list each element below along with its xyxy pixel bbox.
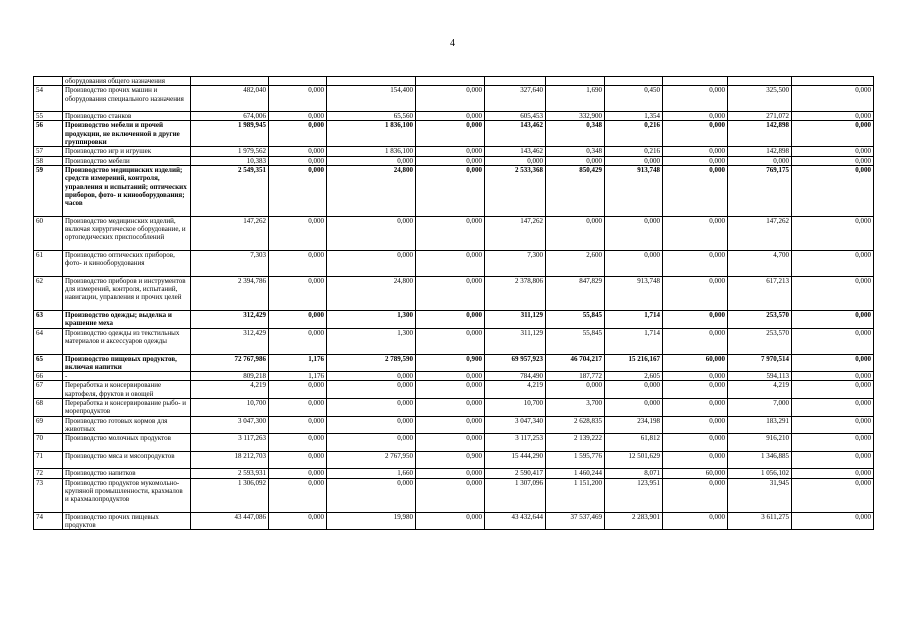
row-value: 1 836,100 xyxy=(327,121,416,147)
table-row xyxy=(34,121,874,147)
row-value: 0,000 xyxy=(416,372,485,381)
row-value: 10,383 xyxy=(191,156,269,165)
row-value: 0,000 xyxy=(416,250,485,276)
row-value: 0,000 xyxy=(792,434,874,452)
row-name: Производство медицинских изделий; средств измерений, контроля, управления и испытаний; оптических приборов, фото- и кинооборудования; часов xyxy=(63,165,191,216)
row-value: 1,714 xyxy=(605,311,663,329)
row-value: 0,000 xyxy=(663,478,728,512)
row-value: 847,829 xyxy=(546,276,605,310)
row-value: 0,000 xyxy=(416,156,485,165)
row-value: 2,600 xyxy=(546,250,605,276)
row-value xyxy=(728,77,792,86)
row-name: Производство мебели xyxy=(63,156,191,165)
row-value: 0,000 xyxy=(327,399,416,417)
row-value: 0,000 xyxy=(792,156,874,165)
row-value: 142,898 xyxy=(728,121,792,147)
row-value: 2 378,806 xyxy=(485,276,546,310)
row-value: 60,000 xyxy=(663,354,728,372)
row-value: 0,000 xyxy=(327,156,416,165)
row-value: 0,000 xyxy=(663,121,728,147)
row-value: 0,000 xyxy=(792,121,874,147)
row-value: 1 056,102 xyxy=(728,469,792,478)
row-name: Производство станков xyxy=(63,112,191,121)
row-value: 1 979,562 xyxy=(191,147,269,156)
row-value: 1,690 xyxy=(546,86,605,112)
row-value: 0,000 xyxy=(269,399,327,417)
row-value: 0,000 xyxy=(269,250,327,276)
row-value: 0,000 xyxy=(663,250,728,276)
row-value: 1,660 xyxy=(327,469,416,478)
row-value: 0,000 xyxy=(269,147,327,156)
row-value: 0,000 xyxy=(269,416,327,434)
row-value: 19,980 xyxy=(327,512,416,530)
row-code: 67 xyxy=(34,381,63,399)
row-value: 183,291 xyxy=(728,416,792,434)
row-value: 0,000 xyxy=(269,451,327,469)
row-name: Производство одежды; выделка и крашение меха xyxy=(63,311,191,329)
row-value: 0,000 xyxy=(663,156,728,165)
row-value: 31,945 xyxy=(728,478,792,512)
row-value: 1 595,776 xyxy=(546,451,605,469)
row-value: 1 306,092 xyxy=(191,478,269,512)
row-name: Производство одежды из текстильных материалов и аксессуаров одежды xyxy=(63,328,191,354)
row-value: 24,800 xyxy=(327,276,416,310)
row-value: 0,000 xyxy=(416,512,485,530)
row-value: 0,000 xyxy=(416,86,485,112)
row-value: 0,000 xyxy=(663,86,728,112)
row-name: Производство пищевых продуктов, включая напитки xyxy=(63,354,191,372)
row-value: 12 501,629 xyxy=(605,451,663,469)
row-name: Производство молочных продуктов xyxy=(63,434,191,452)
row-value: 0,000 xyxy=(663,381,728,399)
row-value: 916,210 xyxy=(728,434,792,452)
row-value: 2 789,590 xyxy=(327,354,416,372)
row-value: 10,700 xyxy=(191,399,269,417)
table-row xyxy=(34,399,874,417)
row-value: 0,000 xyxy=(269,86,327,112)
row-value: 0,000 xyxy=(663,216,728,250)
row-code: 68 xyxy=(34,399,63,417)
row-value: 0,000 xyxy=(663,276,728,310)
row-value: 142,898 xyxy=(728,147,792,156)
row-value: 0,000 xyxy=(792,399,874,417)
row-value: 0,000 xyxy=(792,416,874,434)
row-value: 154,400 xyxy=(327,86,416,112)
table-body xyxy=(34,77,874,530)
row-value: 0,000 xyxy=(269,216,327,250)
row-value: 0,000 xyxy=(546,216,605,250)
row-value: 0,000 xyxy=(663,451,728,469)
row-value: 0,000 xyxy=(792,478,874,512)
row-value: 0,000 xyxy=(663,416,728,434)
row-value: 1,300 xyxy=(327,311,416,329)
row-value: 0,000 xyxy=(269,469,327,478)
row-value: 0,000 xyxy=(416,311,485,329)
row-value: 69 957,923 xyxy=(485,354,546,372)
row-code: 55 xyxy=(34,112,63,121)
row-value: 0,000 xyxy=(792,311,874,329)
row-value: 850,429 xyxy=(546,165,605,216)
row-code: 58 xyxy=(34,156,63,165)
row-code: 74 xyxy=(34,512,63,530)
row-code: 71 xyxy=(34,451,63,469)
table-row xyxy=(34,156,874,165)
row-value: 0,000 xyxy=(269,276,327,310)
row-code: 57 xyxy=(34,147,63,156)
row-value: 147,262 xyxy=(485,216,546,250)
row-value: 327,640 xyxy=(485,86,546,112)
row-value xyxy=(792,77,874,86)
row-value: 1,176 xyxy=(269,354,327,372)
row-value: 312,429 xyxy=(191,311,269,329)
row-value: 0,000 xyxy=(605,156,663,165)
row-value: 0,000 xyxy=(416,434,485,452)
row-value: 0,000 xyxy=(792,216,874,250)
row-value: 1,176 xyxy=(269,372,327,381)
row-value: 0,348 xyxy=(546,121,605,147)
row-value: 0,000 xyxy=(485,156,546,165)
row-name: Производство мяса и мясопродуктов xyxy=(63,451,191,469)
row-value: 18 212,703 xyxy=(191,451,269,469)
row-value: 312,429 xyxy=(191,328,269,354)
row-value: 0,000 xyxy=(327,381,416,399)
row-value: 2 593,931 xyxy=(191,469,269,478)
row-name: Производство прочих пищевых продуктов xyxy=(63,512,191,530)
row-value: 0,000 xyxy=(416,381,485,399)
row-value: 147,262 xyxy=(728,216,792,250)
table-row xyxy=(34,372,874,381)
row-name: Производство напитков xyxy=(63,469,191,478)
row-value: 8,071 xyxy=(605,469,663,478)
row-value: 2 283,901 xyxy=(605,512,663,530)
row-value: 10,700 xyxy=(485,399,546,417)
row-value: 0,000 xyxy=(269,165,327,216)
row-value: 0,000 xyxy=(327,216,416,250)
row-value: 37 537,469 xyxy=(546,512,605,530)
row-value: 0,000 xyxy=(269,328,327,354)
row-value: 0,000 xyxy=(792,451,874,469)
row-value: 4,219 xyxy=(485,381,546,399)
row-value: 3 117,263 xyxy=(191,434,269,452)
row-value: 2,605 xyxy=(605,372,663,381)
row-name: Производство игр и игрушек xyxy=(63,147,191,156)
row-value xyxy=(191,77,269,86)
row-value: 72 767,986 xyxy=(191,354,269,372)
row-value: 0,000 xyxy=(663,147,728,156)
row-value: 0,000 xyxy=(269,311,327,329)
row-code: 66 xyxy=(34,372,63,381)
table-row xyxy=(34,434,874,452)
row-name: Производство продуктов мукомольно-крупяной промышленности, крахмалов и крахмалопродуктов xyxy=(63,478,191,512)
row-value: 784,490 xyxy=(485,372,546,381)
row-value: 3 117,253 xyxy=(485,434,546,452)
row-value: 15 216,167 xyxy=(605,354,663,372)
row-value: 0,000 xyxy=(663,512,728,530)
row-value: 0,000 xyxy=(416,276,485,310)
row-value: 7,300 xyxy=(485,250,546,276)
row-value: 0,216 xyxy=(605,121,663,147)
row-code: 69 xyxy=(34,416,63,434)
row-value: 0,000 xyxy=(792,276,874,310)
row-value: 0,000 xyxy=(327,434,416,452)
row-value: 0,000 xyxy=(663,165,728,216)
row-value: 0,000 xyxy=(327,250,416,276)
row-value: 187,772 xyxy=(546,372,605,381)
table-row xyxy=(34,250,874,276)
row-value: 147,262 xyxy=(191,216,269,250)
row-value xyxy=(546,77,605,86)
row-value: 0,000 xyxy=(792,86,874,112)
row-value xyxy=(327,77,416,86)
row-value: 0,000 xyxy=(605,381,663,399)
row-value xyxy=(416,77,485,86)
row-value: 0,000 xyxy=(416,328,485,354)
row-value: 809,218 xyxy=(191,372,269,381)
row-value: 0,000 xyxy=(327,478,416,512)
row-name: Производство готовых кормов для животных xyxy=(63,416,191,434)
row-code: 63 xyxy=(34,311,63,329)
table-row xyxy=(34,328,874,354)
row-name: Производство оптических приборов, фото- и кинооборудования xyxy=(63,250,191,276)
row-value: 0,000 xyxy=(269,121,327,147)
row-name: Переработка и консервирование рыбо- и морепродуктов xyxy=(63,399,191,417)
row-value: 61,812 xyxy=(605,434,663,452)
row-value: 325,500 xyxy=(728,86,792,112)
table-row xyxy=(34,86,874,112)
row-value: 1,714 xyxy=(605,328,663,354)
row-value: 55,845 xyxy=(546,328,605,354)
row-value xyxy=(485,77,546,86)
data-table xyxy=(33,76,874,530)
row-value: 0,000 xyxy=(663,434,728,452)
row-value: 1 460,244 xyxy=(546,469,605,478)
row-value: 0,000 xyxy=(269,478,327,512)
row-value: 0,000 xyxy=(663,372,728,381)
row-value: 0,000 xyxy=(605,216,663,250)
row-value: 0,000 xyxy=(269,381,327,399)
row-value: 674,006 xyxy=(191,112,269,121)
row-value: 3 611,275 xyxy=(728,512,792,530)
row-value: 0,000 xyxy=(416,165,485,216)
row-value: 123,951 xyxy=(605,478,663,512)
row-value: 0,000 xyxy=(792,112,874,121)
row-value: 311,129 xyxy=(485,311,546,329)
row-value: 0,000 xyxy=(792,328,874,354)
table-row xyxy=(34,512,874,530)
row-value: 1 151,200 xyxy=(546,478,605,512)
row-value: 2 533,368 xyxy=(485,165,546,216)
row-value: 0,900 xyxy=(416,354,485,372)
row-value: 43 447,086 xyxy=(191,512,269,530)
row-value: 0,000 xyxy=(605,250,663,276)
row-value: 0,348 xyxy=(546,147,605,156)
row-value: 4,219 xyxy=(191,381,269,399)
table-row xyxy=(34,354,874,372)
row-value: 0,000 xyxy=(416,112,485,121)
row-value: 143,462 xyxy=(485,121,546,147)
table-row xyxy=(34,276,874,310)
row-value: 0,450 xyxy=(605,86,663,112)
row-value: 1 346,885 xyxy=(728,451,792,469)
row-value: 0,000 xyxy=(416,147,485,156)
row-value: 4,700 xyxy=(728,250,792,276)
table-row xyxy=(34,112,874,121)
row-value xyxy=(269,77,327,86)
row-value: 2 394,786 xyxy=(191,276,269,310)
row-value: 2 549,351 xyxy=(191,165,269,216)
row-code: 59 xyxy=(34,165,63,216)
row-value: 311,129 xyxy=(485,328,546,354)
row-value: 253,570 xyxy=(728,311,792,329)
row-code: 72 xyxy=(34,469,63,478)
row-value: 0,000 xyxy=(416,416,485,434)
row-value: 0,000 xyxy=(792,354,874,372)
row-value: 7 970,514 xyxy=(728,354,792,372)
row-value: 769,175 xyxy=(728,165,792,216)
row-value: 3 047,340 xyxy=(485,416,546,434)
row-value: 0,000 xyxy=(546,156,605,165)
row-value: 1 989,945 xyxy=(191,121,269,147)
row-value: 7,000 xyxy=(728,399,792,417)
row-value xyxy=(663,77,728,86)
row-value: 0,000 xyxy=(663,311,728,329)
row-code: 64 xyxy=(34,328,63,354)
row-value: 24,800 xyxy=(327,165,416,216)
row-name: - xyxy=(63,372,191,381)
row-code: 62 xyxy=(34,276,63,310)
row-value: 0,000 xyxy=(663,112,728,121)
row-value: 43 432,644 xyxy=(485,512,546,530)
row-value: 0,000 xyxy=(327,416,416,434)
table-row xyxy=(34,381,874,399)
row-name: Производство медицинских изделий, включая хирургическое оборудование, и ортопедических приспособлений xyxy=(63,216,191,250)
row-value: 4,219 xyxy=(728,381,792,399)
row-value: 0,000 xyxy=(792,372,874,381)
row-value: 0,000 xyxy=(416,469,485,478)
row-value: 0,000 xyxy=(663,328,728,354)
row-value: 3 047,300 xyxy=(191,416,269,434)
row-value: 0,000 xyxy=(663,399,728,417)
row-name: Производство прочих машин и оборудования специального назначения xyxy=(63,86,191,112)
row-value: 0,000 xyxy=(269,434,327,452)
row-name: оборудования общего назначения xyxy=(63,77,191,86)
row-value: 15 444,290 xyxy=(485,451,546,469)
row-value: 3,700 xyxy=(546,399,605,417)
row-value: 60,000 xyxy=(663,469,728,478)
row-value: 1,300 xyxy=(327,328,416,354)
table-row xyxy=(34,147,874,156)
table-row xyxy=(34,77,874,86)
table-row xyxy=(34,469,874,478)
row-value: 0,000 xyxy=(728,156,792,165)
row-value: 0,000 xyxy=(792,165,874,216)
row-value: 913,748 xyxy=(605,165,663,216)
row-value: 1 836,100 xyxy=(327,147,416,156)
row-value: 913,748 xyxy=(605,276,663,310)
page-number: 4 xyxy=(450,38,455,49)
table-row xyxy=(34,216,874,250)
row-name: Переработка и консервирование картофеля, фруктов и овощей xyxy=(63,381,191,399)
table-row xyxy=(34,311,874,329)
row-code: 54 xyxy=(34,86,63,112)
row-value: 482,040 xyxy=(191,86,269,112)
row-value: 55,845 xyxy=(546,311,605,329)
row-value: 0,216 xyxy=(605,147,663,156)
row-value: 0,000 xyxy=(792,469,874,478)
row-value: 1 307,096 xyxy=(485,478,546,512)
row-value: 605,453 xyxy=(485,112,546,121)
row-value: 594,113 xyxy=(728,372,792,381)
table-row xyxy=(34,451,874,469)
row-value: 0,000 xyxy=(269,512,327,530)
row-value: 271,072 xyxy=(728,112,792,121)
table-row xyxy=(34,416,874,434)
row-name: Производство мебели и прочей продукции, не включенной в другие группировки xyxy=(63,121,191,147)
row-value: 65,560 xyxy=(327,112,416,121)
row-value: 617,213 xyxy=(728,276,792,310)
row-value: 0,000 xyxy=(269,156,327,165)
row-code: 73 xyxy=(34,478,63,512)
row-value: 234,198 xyxy=(605,416,663,434)
row-value: 0,000 xyxy=(327,372,416,381)
row-value: 0,900 xyxy=(416,451,485,469)
row-code xyxy=(34,77,63,86)
row-value: 0,000 xyxy=(416,399,485,417)
row-value: 2 590,417 xyxy=(485,469,546,478)
row-value: 332,900 xyxy=(546,112,605,121)
row-value: 1,354 xyxy=(605,112,663,121)
row-value: 0,000 xyxy=(792,250,874,276)
table-row xyxy=(34,165,874,216)
table-row xyxy=(34,478,874,512)
row-value: 0,000 xyxy=(269,112,327,121)
row-value: 0,000 xyxy=(792,147,874,156)
row-value: 253,570 xyxy=(728,328,792,354)
row-value: 2 767,950 xyxy=(327,451,416,469)
row-value: 0,000 xyxy=(416,121,485,147)
row-code: 70 xyxy=(34,434,63,452)
row-value: 7,303 xyxy=(191,250,269,276)
row-value: 2 628,835 xyxy=(546,416,605,434)
row-value: 143,462 xyxy=(485,147,546,156)
row-value: 0,000 xyxy=(416,478,485,512)
row-value: 0,000 xyxy=(792,381,874,399)
row-value: 0,000 xyxy=(605,399,663,417)
row-value: 2 139,222 xyxy=(546,434,605,452)
row-value xyxy=(605,77,663,86)
row-code: 65 xyxy=(34,354,63,372)
row-code: 60 xyxy=(34,216,63,250)
row-code: 56 xyxy=(34,121,63,147)
row-name: Производство приборов и инструментов для измерений, контроля, испытаний, навигации, управления и прочих целей xyxy=(63,276,191,310)
row-code: 61 xyxy=(34,250,63,276)
row-value: 0,000 xyxy=(792,512,874,530)
row-value: 0,000 xyxy=(546,381,605,399)
row-value: 0,000 xyxy=(416,216,485,250)
row-value: 46 704,217 xyxy=(546,354,605,372)
